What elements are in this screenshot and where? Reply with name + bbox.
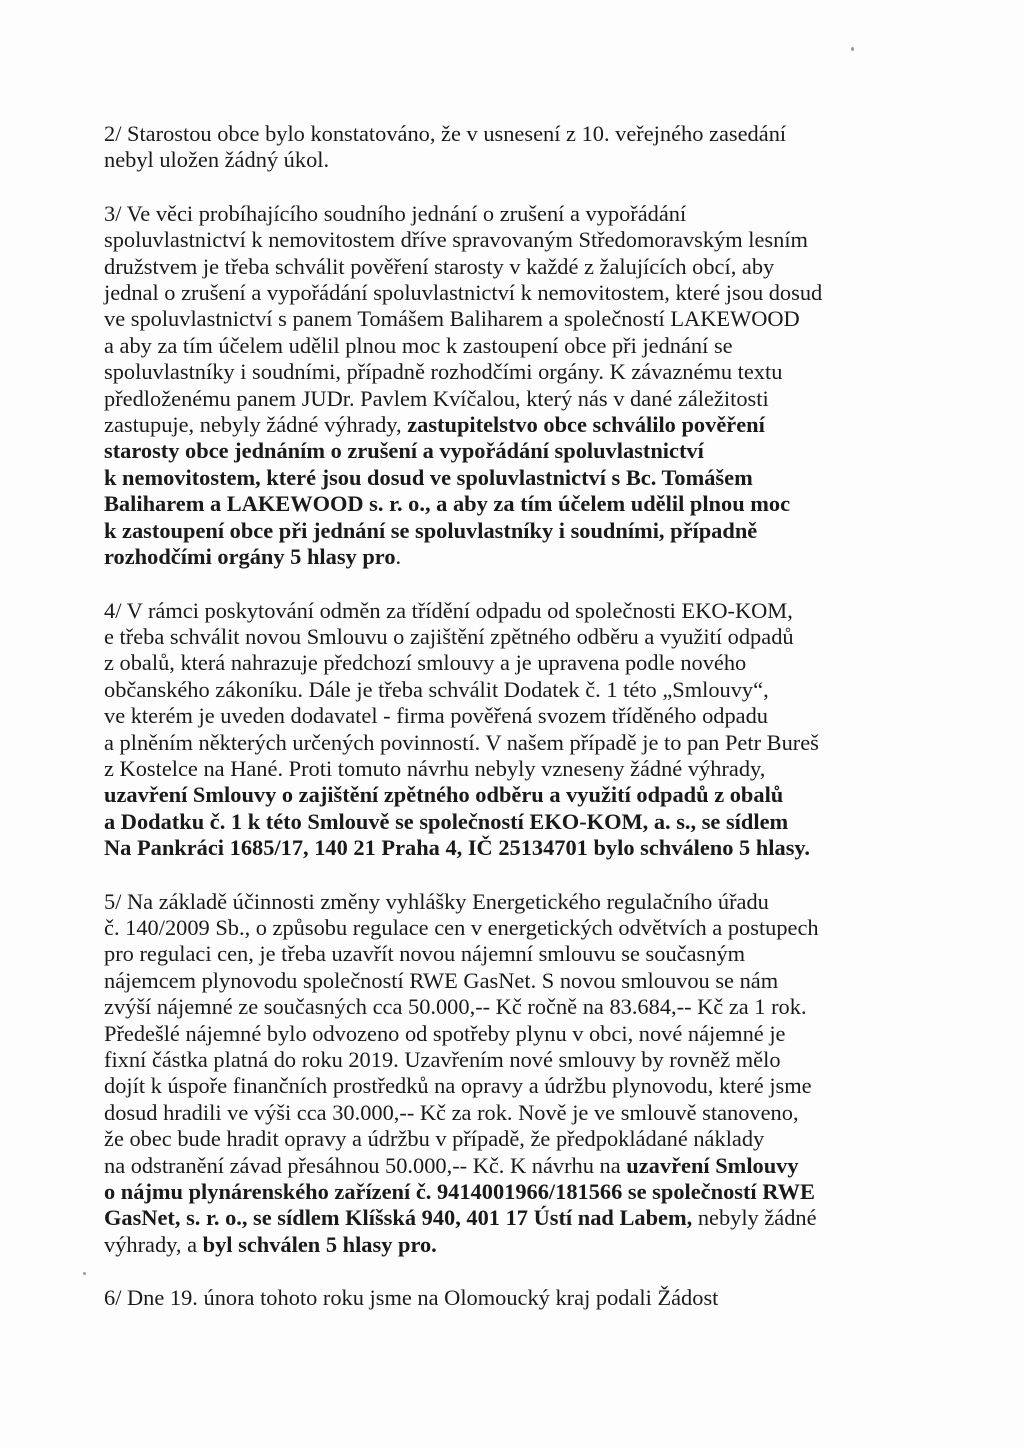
text-line xyxy=(104,227,904,253)
text-segment: 4/ V rámci poskytování odměn za třídění odpadu od společnosti EKO-KOM, xyxy=(104,597,793,623)
text-line xyxy=(104,412,904,438)
text-line xyxy=(104,915,904,941)
bold-text-segment: a Dodatku č. 1 k této Smlouvě se společností EKO-KOM, a. s., se sídlem xyxy=(104,808,789,834)
text-line xyxy=(104,386,904,412)
text-line xyxy=(104,544,904,570)
text-segment: ve kterém je uveden dodavatel - firma pověřená svozem tříděného odpadu xyxy=(104,703,768,729)
text-line xyxy=(104,1232,904,1258)
text-line xyxy=(104,941,904,967)
text-segment: Předešlé nájemné bylo odvozeno od spotřeby plynu v obci, nové nájemné je xyxy=(104,1020,786,1046)
text-segment: a plněním některých určených povinností. V našem případě je to pan Petr Bureš xyxy=(104,729,819,755)
bold-text-segment: zastupitelstvo obce schválilo pověření xyxy=(407,412,765,438)
text-segment: předloženému panem JUDr. Pavlem Kvíčalou, který nás v dané záležitosti xyxy=(104,385,769,411)
text-segment: na odstranění závad přesáhnou 50.000,-- Kč. K návrhu na xyxy=(104,1152,627,1178)
bold-text-segment: k nemovitostem, které jsou dosud ve spoluvlastnictví s Bc. Tomášem xyxy=(104,464,753,490)
text-segment: ve spoluvlastnictví s panem Tomášem Baliharem a společností LAKEWOOD xyxy=(104,306,800,332)
bold-text-segment: uzavření Smlouvy o zajištění zpětného odběru a využití odpadů z obalů xyxy=(104,782,784,808)
text-line xyxy=(104,359,904,385)
text-line xyxy=(104,491,904,517)
scan-speck xyxy=(83,1272,86,1275)
text-segment: výhrady, a xyxy=(104,1231,203,1257)
text-segment: dosud hradili ve výši cca 30.000,-- Kč za rok. Nově je ve smlouvě stanoveno, xyxy=(104,1099,799,1125)
text-segment: dojít k úspoře finančních prostředků na opravy a údržbu plynovodu, které jsme xyxy=(104,1073,812,1099)
text-segment: nebyly žádné xyxy=(692,1205,817,1231)
bold-text-segment: byl schválen 5 hlasy pro. xyxy=(202,1231,437,1257)
text-line xyxy=(104,518,904,544)
bold-text-segment: k zastoupení obce při jednání se spoluvlastníky i soudními, případně xyxy=(104,517,758,543)
text-segment: spoluvlastnictví k nemovitostem dříve spravovaným Středomoravským lesním xyxy=(104,227,808,253)
text-line xyxy=(104,121,904,147)
bold-text-segment: GasNet, s. r. o., se sídlem Klíšská 940, 401 17 Ústí nad Labem, xyxy=(104,1205,693,1231)
paragraph xyxy=(104,201,904,571)
bold-text-segment: Baliharem a LAKEWOOD s. r. o., a aby za tím účelem udělil plnou moc xyxy=(104,491,791,517)
text-segment: nebyl uložen žádný úkol. xyxy=(104,147,330,173)
text-segment: 3/ Ve věci probíhajícího soudního jednání o zrušení a vypořádání xyxy=(104,200,687,226)
scan-speck xyxy=(851,47,854,51)
text-segment: nájemcem plynovodu společností RWE GasNet. S novou smlouvou se nám xyxy=(104,967,779,993)
text-segment: zvýší nájemné ze současných cca 50.000,-- Kč ročně na 83.684,-- Kč za 1 rok. xyxy=(104,994,807,1020)
text-line xyxy=(104,1153,904,1179)
text-line xyxy=(104,465,904,491)
bold-text-segment: rozhodčími orgány 5 hlasy pro xyxy=(104,544,396,570)
bold-text-segment: uzavření Smlouvy xyxy=(626,1152,799,1178)
text-segment: zastupuje, nebyly žádné výhrady, xyxy=(104,412,408,438)
text-segment: . xyxy=(395,544,402,570)
text-line xyxy=(104,306,904,332)
text-segment: fixní částka platná do roku 2019. Uzavřením nové smlouvy by rovněž mělo xyxy=(104,1047,781,1072)
paragraph xyxy=(104,889,904,1259)
text-line xyxy=(104,677,904,703)
text-line xyxy=(104,1126,904,1152)
text-line xyxy=(104,201,904,227)
text-line xyxy=(104,809,904,835)
text-line xyxy=(104,1073,904,1099)
text-line xyxy=(104,703,904,729)
text-segment: e třeba schválit novou Smlouvu o zajištění zpětného odběru a využití odpadů xyxy=(104,623,794,649)
text-line xyxy=(104,756,904,782)
text-line xyxy=(104,835,904,861)
text-segment: 6/ Dne 19. února tohoto roku jsme na Olomoucký kraj podali Žádost xyxy=(104,1285,719,1311)
text-segment: občanského zákoníku. Dále je třeba schválit Dodatek č. 1 této „Smlouvy“, xyxy=(104,676,769,702)
text-line xyxy=(104,333,904,359)
text-line xyxy=(104,889,904,915)
text-segment: a aby za tím účelem udělil plnou moc k zastoupení obce při jednání se xyxy=(104,332,733,358)
text-line xyxy=(104,1021,904,1047)
text-segment: z obalů, která nahrazuje předchozí smlouvy a je upravena podle nového xyxy=(104,650,747,676)
text-segment: jednal o zrušení a vypořádání spoluvlastnictví k nemovitostem, které jsou dosud xyxy=(104,280,823,306)
text-line xyxy=(104,968,904,994)
text-segment: 2/ Starostou obce bylo konstatováno, že v usnesení z 10. veřejného zasedání xyxy=(104,121,787,146)
text-line xyxy=(104,1179,904,1205)
bold-text-segment: Na Pankráci 1685/17, 140 21 Praha 4, IČ 25134701 bylo schváleno 5 hlasy. xyxy=(104,835,810,861)
text-segment: pro regulaci cen, je třeba uzavřít novou nájemní smlouvu se současným xyxy=(104,941,746,967)
text-segment: družstvem je třeba schválit pověření starosty v každé z žalujících obcí, aby xyxy=(104,253,775,279)
paragraph xyxy=(104,121,904,174)
text-segment: spoluvlastníky i soudními, případně rozhodčími orgány. K závaznému textu xyxy=(104,359,783,385)
text-segment: z Kostelce na Hané. Proti tomuto návrhu nebyly vzneseny žádné výhrady, xyxy=(104,755,766,781)
document-body xyxy=(104,121,904,1339)
paragraph xyxy=(104,598,904,862)
bold-text-segment: o nájmu plynárenského zařízení č. 9414001966/181566 se společností RWE xyxy=(104,1179,815,1205)
text-segment: 5/ Na základě účinnosti změny vyhlášky Energetického regulačního úřadu xyxy=(104,888,769,914)
text-line xyxy=(104,254,904,280)
text-line xyxy=(104,782,904,808)
paragraph xyxy=(104,1285,904,1311)
text-line xyxy=(104,624,904,650)
text-line xyxy=(104,438,904,464)
text-segment: č. 140/2009 Sb., o způsobu regulace cen v energetických odvětvích a postupech xyxy=(104,914,819,940)
text-line xyxy=(104,1205,904,1231)
text-line xyxy=(104,1100,904,1126)
text-line xyxy=(104,994,904,1020)
text-line xyxy=(104,598,904,624)
text-line xyxy=(104,650,904,676)
text-line xyxy=(104,1285,904,1311)
text-line xyxy=(104,1047,904,1073)
text-line xyxy=(104,280,904,306)
text-line xyxy=(104,147,904,173)
text-segment: že obec bude hradit opravy a údržbu v případě, že předpokládané náklady xyxy=(104,1126,765,1152)
text-line xyxy=(104,730,904,756)
bold-text-segment: starosty obce jednáním o zrušení a vypořádání spoluvlastnictví xyxy=(104,438,704,464)
